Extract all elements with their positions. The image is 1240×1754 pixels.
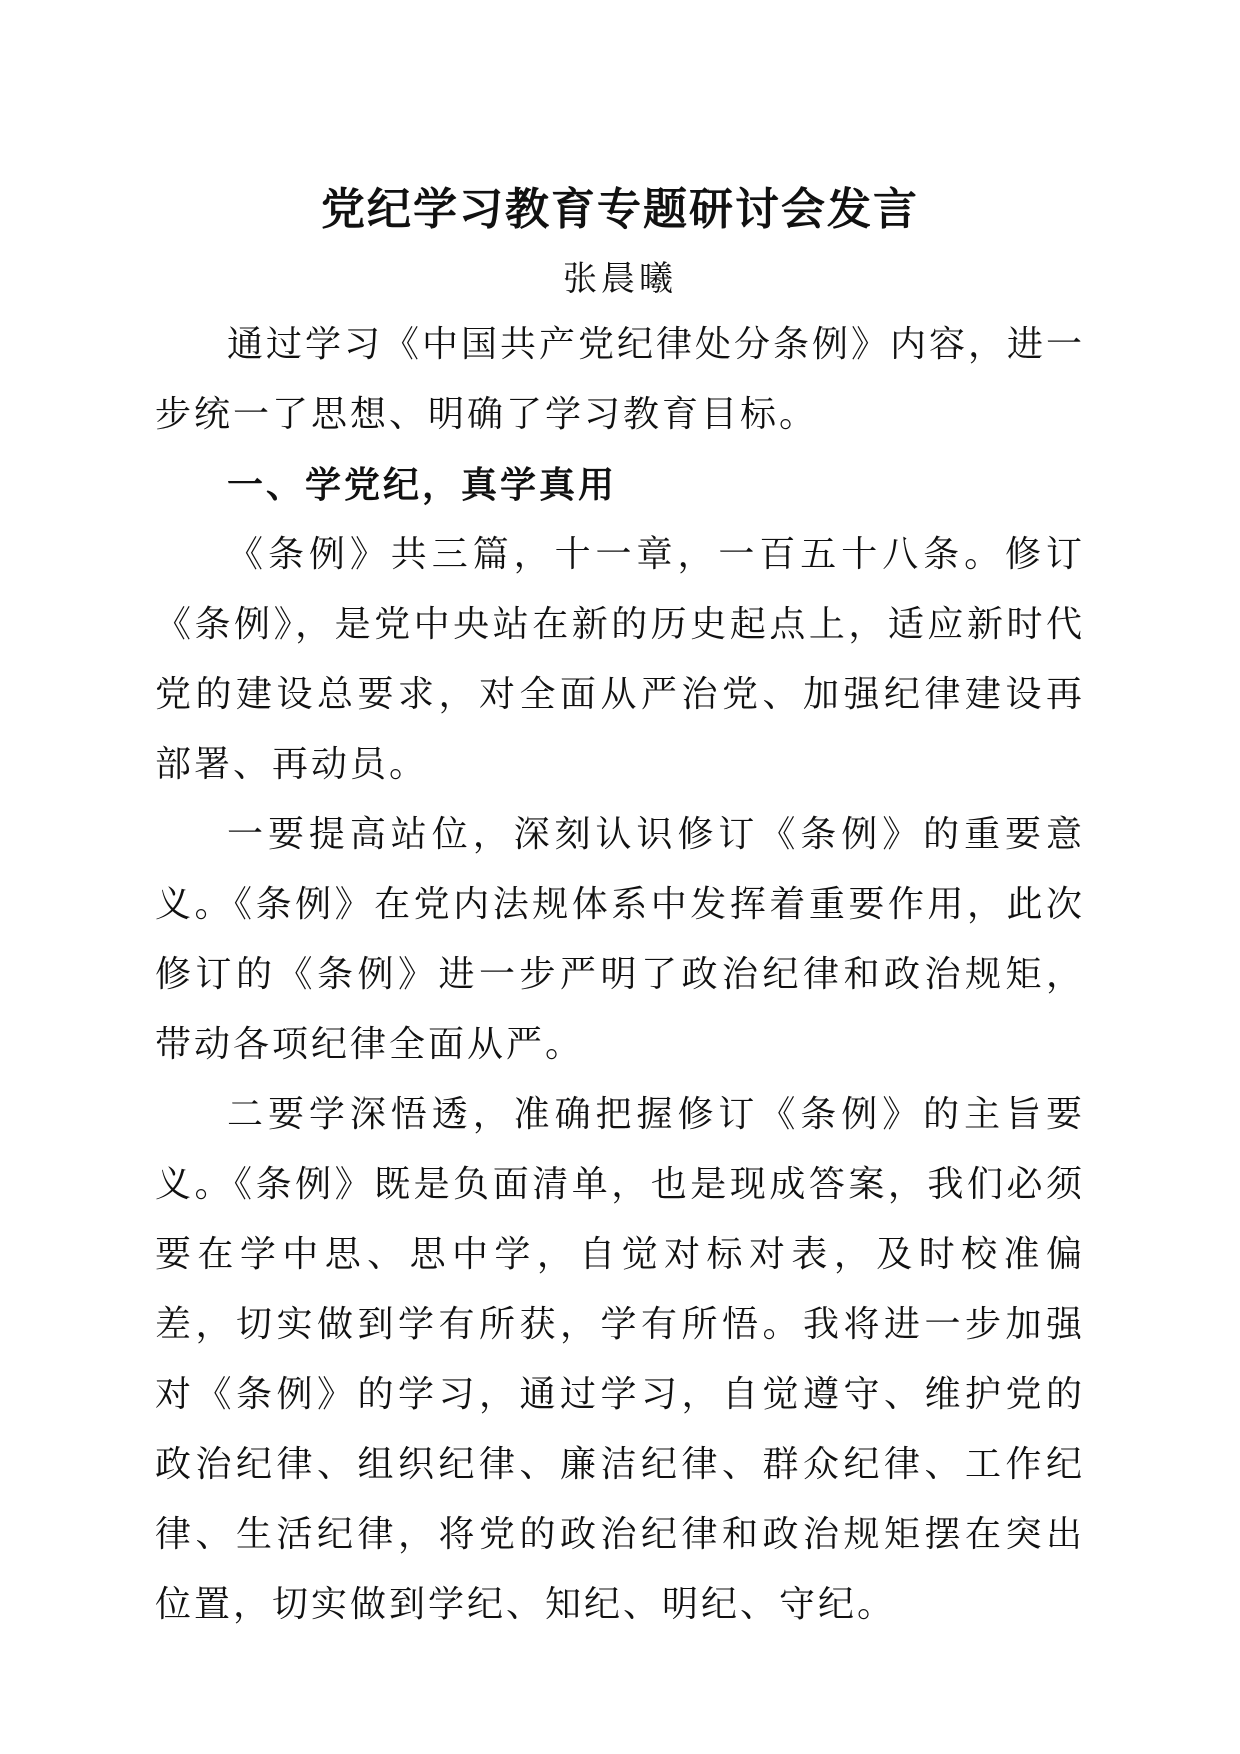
document-body: [155, 310, 1085, 1640]
document-title: 党纪学习教育专题研讨会发言: [321, 184, 919, 235]
document-author: 张晨曦: [563, 259, 677, 299]
body-paragraph: 《条例》共三篇，十一章，一百五十八条。修订《条例》，是党中央站在新的历史起点上，适应新时代党的建设总要求，对全面从严治党、加强纪律建设再部署、再动员。: [155, 534, 1085, 785]
body-paragraph: 一要提高站位，深刻认识修订《条例》的重要意义。《条例》在党内法规体系中发挥着重要作用，此次修订的《条例》进一步严明了政治纪律和政治规矩，带动各项纪律全面从严。: [155, 814, 1085, 1065]
section-heading: 一、学党纪，真学真用: [227, 464, 618, 506]
body-paragraph: 二要学深悟透，准确把握修订《条例》的主旨要义。《条例》既是负面清单，也是现成答案，我们必须要在学中思、思中学，自觉对标对表，及时校准偏差，切实做到学有所获，学有所悟。我将进一步加强对《条例》的学习，通过学习，自觉遵守、维护党的政治纪律、组织纪律、廉洁纪律、群众纪律、工作纪律、生活纪律，将党的政治纪律和政治规矩摆在突出位置，切实做到学纪、知纪、明纪、守纪。: [155, 1094, 1085, 1625]
intro-paragraph: 通过学习《中国共产党纪律处分条例》内容，进一步统一了思想、明确了学习教育目标。: [155, 324, 1086, 435]
